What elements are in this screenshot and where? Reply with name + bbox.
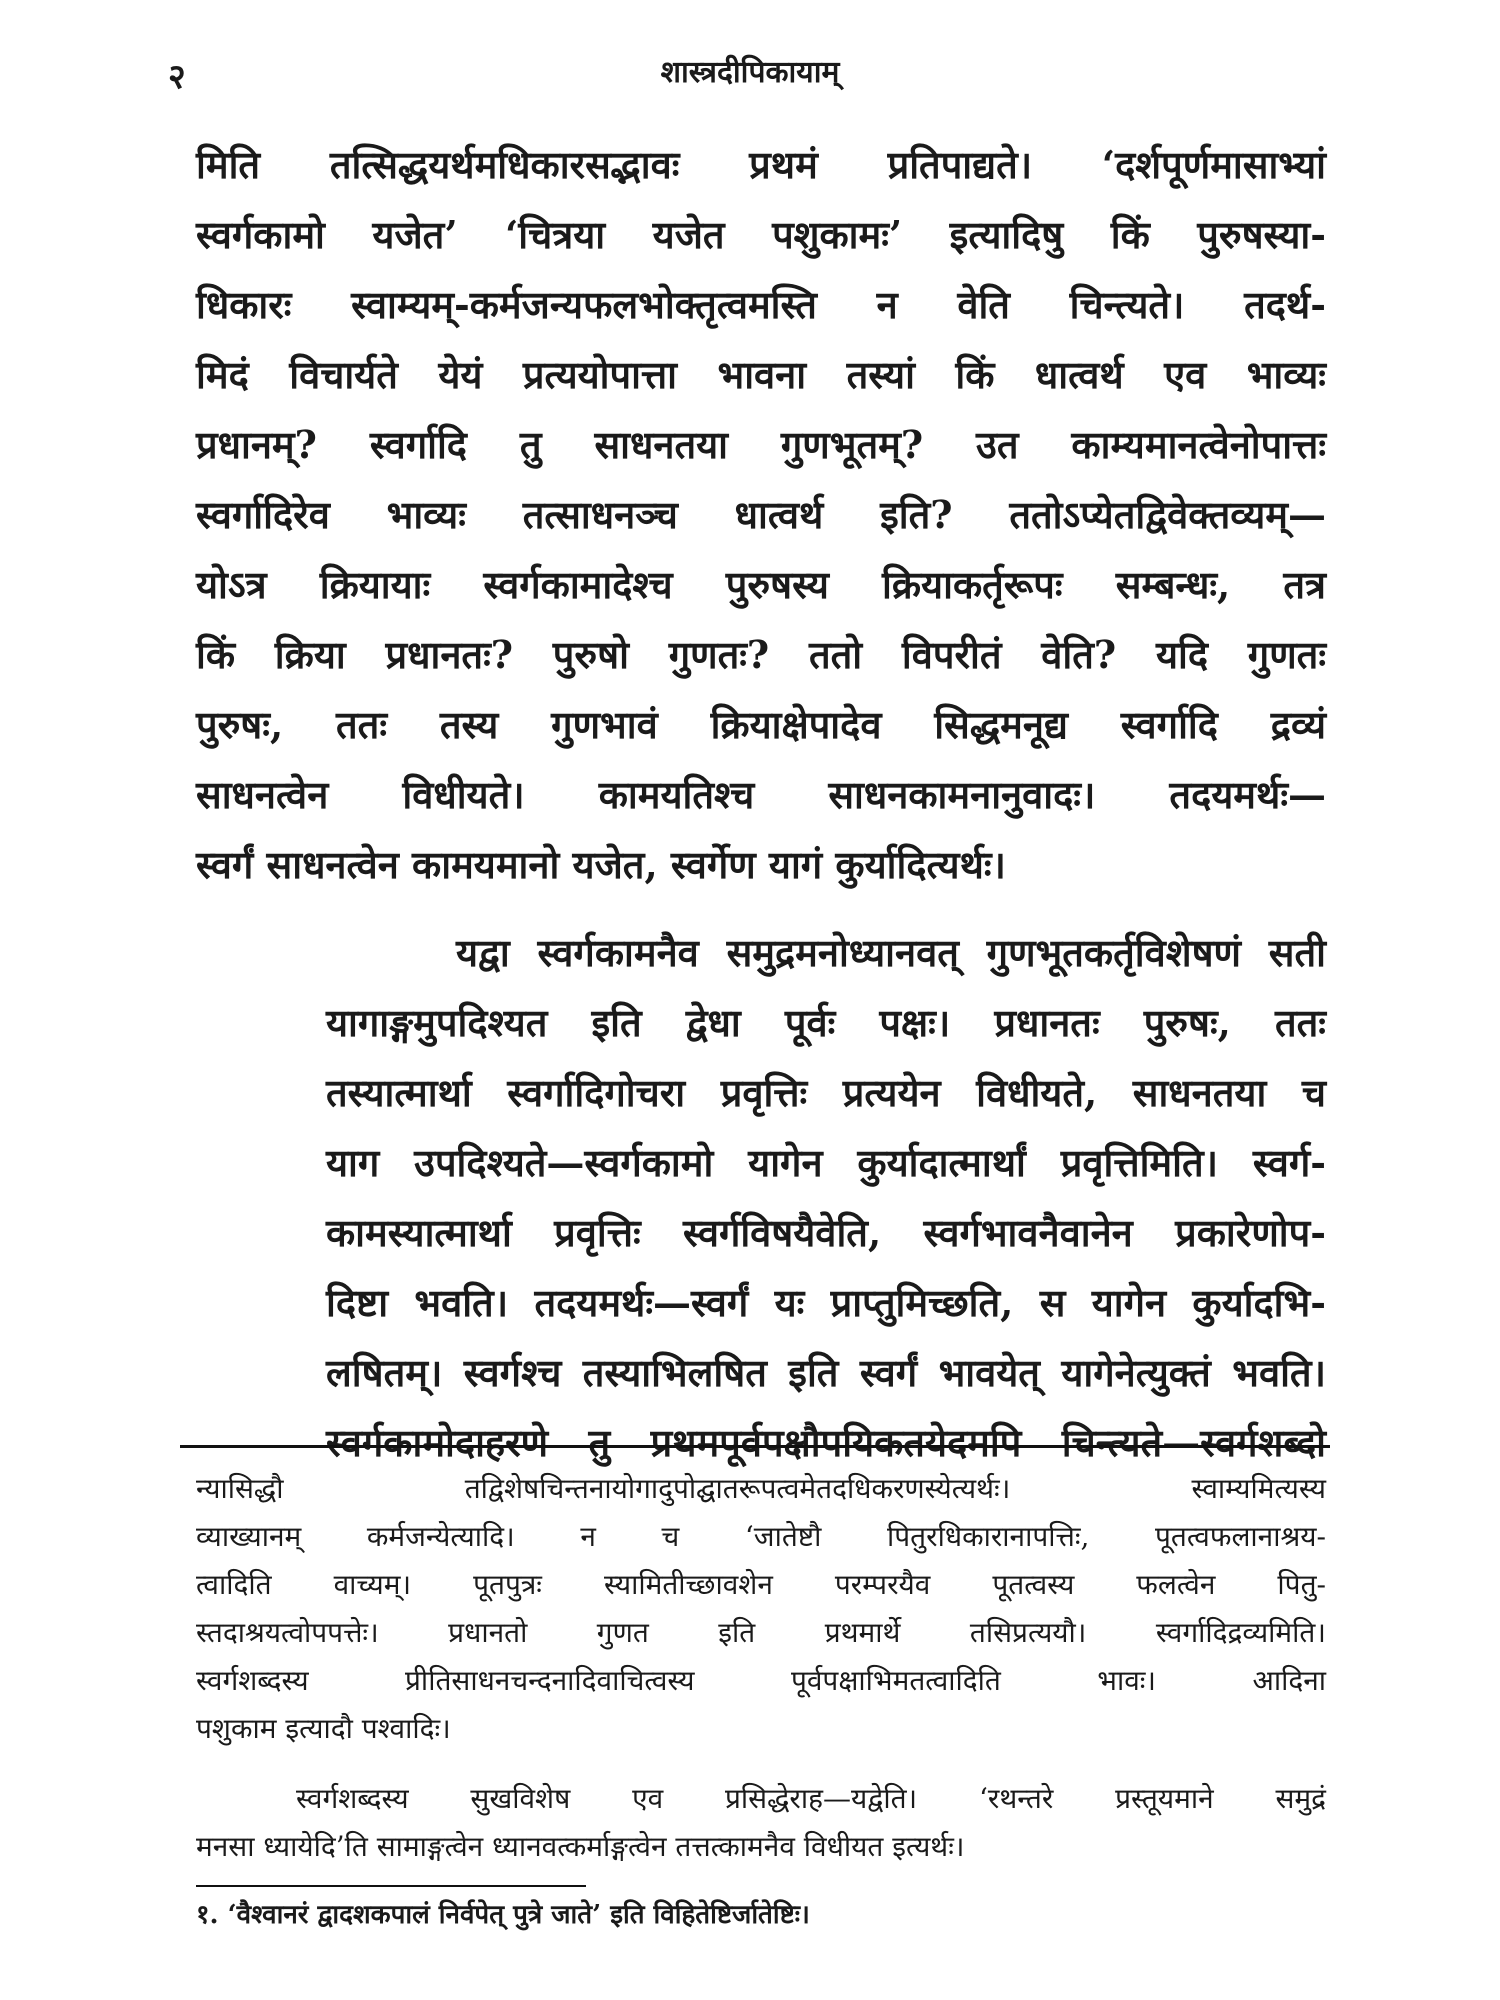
main-paragraph-1	[196, 130, 1326, 900]
text-line: मिति तत्सिद्धयर्थमधिकारसद्भावः प्रथमं प्रतिपाद्यते। ‘दर्शपूर्णमासाभ्यां	[196, 142, 1326, 187]
text-line: याग उपदिश्यते—स्वर्गकामो यागेन कुर्यादात्मार्थां प्रवृत्तिमिति। स्वर्ग-	[326, 1140, 1326, 1185]
text-line: मिदं विचार्यते येयं प्रत्ययोपात्ता भावना तस्यां किं धात्वर्थ एव भाव्यः	[196, 352, 1326, 397]
commentary-paragraph-1	[196, 1465, 1326, 1753]
main-text	[196, 130, 1326, 1478]
commentary-line: न्यासिद्धौ तद्विशेषचिन्तनायोगादुपोद्घातरूपत्वमेतदधिकरणस्येत्यर्थः। स्वाम्यमित्यस्य	[196, 1472, 1326, 1505]
page-number: २	[168, 57, 186, 97]
text-line: पुरुषः, ततः तस्य गुणभावं क्रियाक्षेपादेव सिद्धमनूद्य स्वर्गादि द्रव्यं	[196, 702, 1326, 747]
text-line: कामस्यात्मार्था प्रवृत्तिः स्वर्गविषयैवेति, स्वर्गभावनैवानेन प्रकारेणोप-	[326, 1210, 1326, 1255]
text-line: यागाङ्गमुपदिश्यत इति द्वेधा पूर्वः पक्षः। प्रधानतः पुरुषः, ततः	[326, 1000, 1326, 1045]
commentary-line: स्तदाश्रयत्वोपपत्तेः। प्रधानतो गुणत इति प्रथमार्थे तसिप्रत्ययौ। स्वर्गादिद्रव्यमिति।	[196, 1616, 1326, 1649]
text-line: किं क्रिया प्रधानतः? पुरुषो गुणतः? ततो विपरीतं वेति? यदि गुणतः	[196, 632, 1326, 677]
footnote: १. ‘वैश्वानरं द्वादशकपालं निर्वपेत् पुत्रे जाते’ इति विहितेष्टिर्जातेष्टिः।	[196, 1900, 810, 1930]
commentary-paragraph-2	[196, 1775, 1326, 1871]
commentary-line: पशुकाम इत्यादौ पश्वादिः।	[196, 1712, 451, 1745]
commentary-line: त्वादिति वाच्यम्। पूतपुत्रः स्यामितीच्छावशेन परम्परयैव पूतत्वस्य फलत्वेन पितु-	[196, 1568, 1326, 1601]
text-line: यद्वा स्वर्गकामनैव समुद्रमनोध्यानवत् गुणभूतकर्तृविशेषणं सती	[456, 930, 1326, 975]
commentary-line: व्याख्यानम् कर्मजन्येत्यादि। न च ‘जातेष्टौ पितुरधिकारानापत्तिः, पूतत्वफलानाश्रय-	[196, 1520, 1326, 1553]
text-line: प्रधानम्? स्वर्गादि तु साधनतया गुणभूतम्? उत काम्यमानत्वेनोपात्तः	[196, 422, 1326, 467]
commentary-line: मनसा ध्यायेदि’ति सामाङ्गत्वेन ध्यानवत्कर्माङ्गत्वेन तत्तत्कामनैव विधीयत इत्यर्थः।	[196, 1830, 965, 1863]
text-line: साधनत्वेन विधीयते। कामयतिश्च साधनकामनानुवादः। तदयमर्थः—	[196, 772, 1326, 817]
commentary	[196, 1465, 1326, 1871]
footnote-divider	[196, 1885, 586, 1887]
text-line: स्वर्गं साधनत्वेन कामयमानो यजेत, स्वर्गेण यागं कुर्यादित्यर्थः।	[196, 842, 1006, 887]
running-title: शास्त्रदीपिकायाम्	[660, 55, 840, 90]
text-line: योऽत्र क्रियायाः स्वर्गकामादेश्च पुरुषस्य क्रियाकर्तृरूपः सम्बन्धः, तत्र	[196, 562, 1326, 607]
main-paragraph-2	[196, 918, 1326, 1478]
commentary-line: स्वर्गशब्दस्य सुखविशेष एव प्रसिद्धेराह—यद्वेति। ‘रथन्तरे प्रस्तूयमाने समुद्रं	[296, 1782, 1326, 1815]
commentary-line: स्वर्गशब्दस्य प्रीतिसाधनचन्दनादिवाचित्वस्य पूर्वपक्षाभिमतत्वादिति भावः। आदिना	[196, 1664, 1326, 1697]
text-line: स्वर्गादिरेव भाव्यः तत्साधनञ्च धात्वर्थ इति? ततोऽप्येतद्विवेक्तव्यम्—	[196, 492, 1326, 537]
text-line: स्वर्गकामो यजेत’ ‘चित्रया यजेत पशुकामः’ इत्यादिषु किं पुरुषस्या-	[196, 212, 1326, 257]
text-line: धिकारः स्वाम्यम्-कर्मजन्यफलभोक्तृत्वमस्ति न वेति चिन्त्यते। तदर्थ-	[196, 282, 1326, 327]
text-line: तस्यात्मार्था स्वर्गादिगोचरा प्रवृत्तिः प्रत्ययेन विधीयते, साधनतया च	[326, 1070, 1326, 1115]
text-line: लषितम्। स्वर्गश्च तस्याभिलषित इति स्वर्गं भावयेत् यागेनेत्युक्तं भवति।	[326, 1350, 1326, 1395]
commentary-divider	[180, 1445, 1330, 1448]
text-line: स्वर्गकामोदाहरणे तु प्रथमपूर्वपक्षौपयिकतयेदमपि चिन्त्यते—स्वर्गशब्दो	[326, 1420, 1326, 1465]
text-line: दिष्टा भवति। तदयमर्थः—स्वर्गं यः प्राप्तुमिच्छति, स यागेन कुर्यादभि-	[326, 1280, 1326, 1325]
